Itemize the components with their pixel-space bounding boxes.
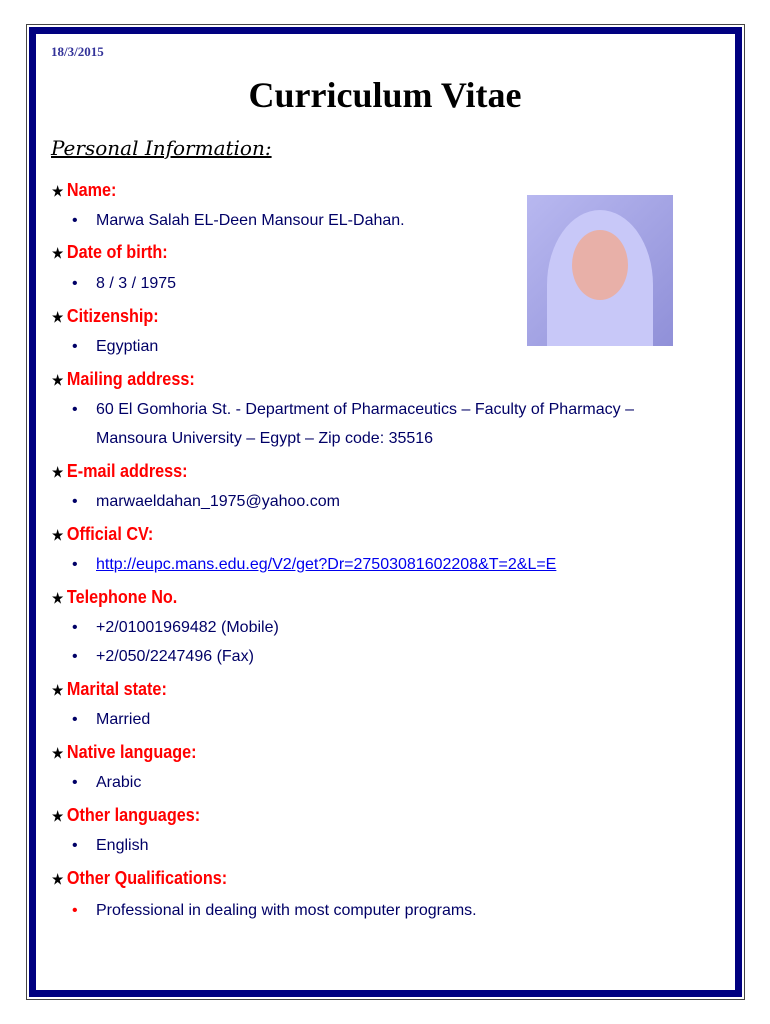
section-heading: Personal Information: bbox=[51, 136, 272, 160]
field-native-language-value: • Arabic bbox=[72, 774, 142, 791]
profile-photo bbox=[527, 195, 673, 346]
star-icon: ★ bbox=[52, 682, 64, 698]
field-other-languages-heading: ★ Other languages: bbox=[52, 805, 201, 825]
star-icon: ★ bbox=[52, 183, 64, 199]
field-name-value: • Marwa Salah EL-Deen Mansour EL-Dahan. bbox=[72, 212, 405, 229]
page-title: Curriculum Vitae bbox=[248, 75, 522, 115]
field-citizenship-value: • Egyptian bbox=[72, 338, 159, 355]
field-address-value-line2: Mansoura University – Egypt – Zip code: 35516 bbox=[96, 430, 434, 447]
field-citizenship-heading: ★ Citizenship: bbox=[52, 306, 159, 326]
star-icon: ★ bbox=[52, 309, 64, 325]
star-icon: ★ bbox=[52, 464, 64, 480]
field-phone-fax: • +2/050/2247496 (Fax) bbox=[72, 648, 254, 665]
field-cv-value: • http://eupc.mans.edu.eg/V2/get?Dr=27503081602208&T=2&L=E bbox=[72, 556, 557, 573]
field-address-value: • 60 El Gomhoria St. - Department of Pharmaceutics – Faculty of Pharmacy – bbox=[72, 401, 634, 418]
star-icon: ★ bbox=[52, 590, 64, 606]
field-dob-heading: ★ Date of birth: bbox=[52, 242, 168, 262]
field-qualifications-heading: ★ Other Qualifications: bbox=[52, 868, 228, 888]
field-phone-heading: ★ Telephone No. bbox=[52, 587, 178, 607]
star-icon: ★ bbox=[52, 527, 64, 543]
date: 18/3/2015 bbox=[51, 44, 104, 59]
star-icon: ★ bbox=[52, 245, 64, 261]
official-cv-link[interactable]: http://eupc.mans.edu.eg/V2/get?Dr=27503081602208&T=2&L=E bbox=[96, 556, 557, 573]
star-icon: ★ bbox=[52, 745, 64, 761]
field-dob-value: • 8 / 3 / 1975 bbox=[72, 275, 177, 292]
field-marital-heading: ★ Marital state: bbox=[52, 679, 167, 699]
star-icon: ★ bbox=[52, 871, 64, 887]
field-native-language-heading: ★ Native language: bbox=[52, 742, 197, 762]
field-name-heading: ★ Name: bbox=[52, 180, 117, 200]
field-email-heading: ★ E-mail address: bbox=[52, 461, 188, 481]
field-marital-value: • Married bbox=[72, 711, 151, 728]
field-email-value: • marwaeldahan_1975@yahoo.com bbox=[72, 493, 340, 510]
field-cv-heading: ★ Official CV: bbox=[52, 524, 154, 544]
field-qualifications-value: • Professional in dealing with most computer programs. bbox=[72, 902, 477, 919]
star-icon: ★ bbox=[52, 808, 64, 824]
field-other-languages-value: • English bbox=[72, 837, 149, 854]
star-icon: ★ bbox=[52, 372, 64, 388]
field-address-heading: ★ Mailing address: bbox=[52, 369, 195, 389]
field-phone-mobile: • +2/01001969482 (Mobile) bbox=[72, 619, 279, 636]
